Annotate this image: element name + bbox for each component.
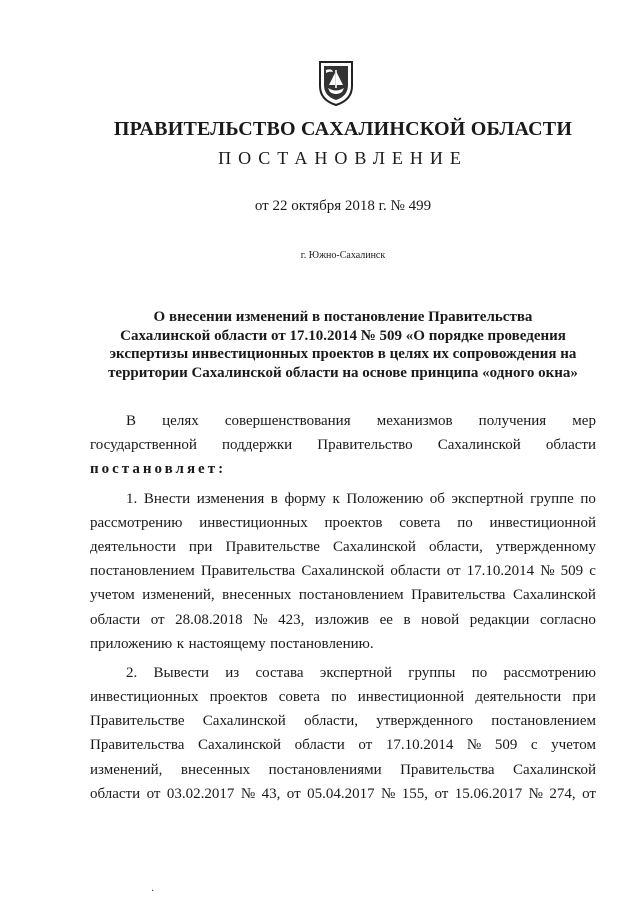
word: группе bbox=[530, 490, 574, 507]
word: экспертной bbox=[319, 664, 392, 681]
word: совершенствования bbox=[224, 413, 351, 429]
document-date-number: от 22 октября 2018 г. № 499 bbox=[254, 198, 432, 214]
government-title: ПРАВИТЕЛЬСТВО САХАЛИНСКОЙ ОБЛАСТИ bbox=[113, 118, 573, 140]
word: в bbox=[270, 490, 278, 507]
word: области bbox=[90, 611, 141, 628]
word: редакции bbox=[469, 611, 530, 628]
word: получения bbox=[478, 413, 547, 429]
word: постановлениями bbox=[268, 761, 382, 778]
word: 509 bbox=[560, 563, 584, 580]
word: 2. bbox=[126, 664, 138, 681]
word: № bbox=[540, 563, 555, 580]
word: внесенных bbox=[222, 587, 292, 604]
word: области bbox=[545, 437, 596, 454]
word: от bbox=[434, 785, 449, 802]
word: В bbox=[126, 413, 137, 429]
word: Правительства bbox=[411, 587, 506, 604]
word: Правительстве bbox=[225, 538, 320, 555]
document-city: г. Южно-Сахалинск bbox=[300, 250, 386, 261]
word: утвержденному bbox=[495, 538, 596, 555]
word: к bbox=[332, 490, 340, 507]
word: инвестиционной bbox=[357, 689, 465, 706]
word: от bbox=[146, 785, 161, 802]
text-line bbox=[90, 409, 596, 433]
word: по bbox=[471, 664, 488, 681]
word: области bbox=[390, 563, 441, 580]
word: Сахалинской bbox=[512, 761, 596, 778]
word: 509 bbox=[494, 737, 518, 754]
word: экспертной bbox=[451, 490, 524, 507]
word: от bbox=[446, 563, 461, 580]
word: утвержденного bbox=[376, 713, 473, 730]
word: к bbox=[176, 635, 185, 652]
word: постановлением bbox=[90, 563, 195, 580]
word: при bbox=[188, 538, 213, 555]
word: проектов bbox=[209, 689, 268, 706]
word: Правительство bbox=[317, 437, 413, 454]
word: постановлением bbox=[298, 587, 404, 604]
word: Сахалинской bbox=[202, 713, 286, 730]
word: изменений, bbox=[90, 761, 163, 778]
word: по bbox=[457, 514, 473, 531]
word: № bbox=[528, 785, 543, 802]
word: № bbox=[381, 785, 396, 802]
word: Правительства bbox=[200, 563, 296, 580]
text-line bbox=[90, 511, 596, 535]
word: по bbox=[580, 490, 596, 507]
word: Вывести bbox=[153, 664, 209, 681]
word: деятельности bbox=[475, 689, 562, 706]
word: области bbox=[294, 737, 345, 754]
word: 05.04.2017 bbox=[307, 785, 375, 802]
word: форму bbox=[284, 490, 326, 507]
word: совета bbox=[399, 514, 441, 531]
text-line bbox=[90, 661, 596, 685]
word: 28.08.2018 bbox=[175, 611, 243, 628]
word: совета bbox=[278, 689, 320, 706]
word: деятельности bbox=[90, 538, 176, 555]
word: внесенных bbox=[180, 761, 251, 778]
document-subject bbox=[100, 308, 586, 382]
word: рассмотрению bbox=[503, 664, 596, 681]
word: 274, bbox=[549, 785, 576, 802]
word: приложению bbox=[90, 635, 173, 652]
word: состава bbox=[255, 664, 304, 681]
text-line bbox=[90, 782, 596, 806]
subject-line: О внесении изменений в постановление Правительства bbox=[153, 309, 533, 325]
word: учетом bbox=[90, 587, 135, 604]
word: от bbox=[150, 611, 165, 628]
word: Сахалинской bbox=[301, 563, 385, 580]
word: инвестиционной bbox=[489, 514, 596, 531]
word: по bbox=[331, 689, 347, 706]
text-line bbox=[90, 709, 596, 733]
word: Сахалинской bbox=[512, 587, 596, 604]
page-mark: · bbox=[151, 886, 155, 897]
word: учетом bbox=[551, 737, 596, 754]
word: с bbox=[589, 563, 596, 580]
word: 15.06.2017 bbox=[454, 785, 523, 802]
word: изложив bbox=[314, 611, 370, 628]
word: поддержки bbox=[222, 437, 293, 454]
word: согласно bbox=[540, 611, 596, 628]
word: Правительства bbox=[90, 737, 185, 754]
word: в bbox=[403, 611, 411, 628]
word: от bbox=[286, 785, 301, 802]
word: группы bbox=[408, 664, 456, 681]
word: 423, bbox=[278, 611, 305, 628]
word: государственной bbox=[90, 437, 197, 454]
word: из bbox=[225, 664, 240, 681]
word: № bbox=[466, 737, 482, 754]
word: Внести bbox=[143, 490, 191, 507]
text-line bbox=[90, 632, 596, 656]
word: Положению bbox=[346, 490, 424, 507]
text-line bbox=[90, 685, 596, 709]
word: 17.10.2014 bbox=[466, 563, 535, 580]
text-line bbox=[90, 733, 596, 757]
word: ее bbox=[379, 611, 393, 628]
word: новой bbox=[421, 611, 460, 628]
word: постановлению. bbox=[270, 635, 374, 652]
subject-line: Сахалинской области от 17.10.2014 № 509 «О порядке проведения bbox=[120, 327, 566, 344]
word: изменений, bbox=[142, 587, 215, 604]
text-line bbox=[90, 559, 596, 583]
word: при bbox=[572, 689, 596, 706]
word: области, bbox=[304, 713, 358, 730]
word: с bbox=[530, 737, 538, 754]
text-line bbox=[90, 487, 596, 511]
word: рассмотрению bbox=[90, 514, 183, 531]
text-line bbox=[90, 433, 596, 457]
word: области, bbox=[428, 538, 483, 555]
word: настоящему bbox=[188, 635, 266, 652]
sakhalin-coat-of-arms-icon bbox=[318, 60, 354, 106]
word: № bbox=[240, 785, 256, 802]
word: Правительства bbox=[400, 761, 495, 778]
text-line bbox=[90, 535, 596, 559]
word: постановлением bbox=[491, 713, 596, 730]
word: 1. bbox=[126, 490, 138, 507]
word: инвестиционных bbox=[90, 689, 199, 706]
word: 155, bbox=[401, 785, 428, 802]
word: об bbox=[429, 490, 445, 507]
subject-line: экспертизы инвестиционных проектов в целях их сопровождения на bbox=[109, 346, 577, 362]
word: проектов bbox=[324, 514, 383, 531]
word: от bbox=[582, 785, 596, 802]
word: 03.02.2017 bbox=[166, 785, 235, 802]
word: области bbox=[90, 785, 141, 802]
word: от bbox=[358, 737, 373, 754]
subject-line: территории Сахалинской области на основе принципа «одного окна» bbox=[108, 364, 578, 381]
word: целях bbox=[162, 413, 199, 429]
word: № bbox=[253, 611, 268, 628]
text-line bbox=[90, 583, 596, 607]
text-line bbox=[90, 758, 596, 782]
word: 43, bbox=[261, 785, 281, 802]
decree-word-line bbox=[90, 457, 596, 481]
word: мер bbox=[572, 413, 596, 429]
word: Правительстве bbox=[90, 713, 185, 730]
word: инвестиционных bbox=[199, 514, 308, 531]
word: изменения bbox=[196, 490, 265, 507]
word: 17.10.2014 bbox=[385, 737, 454, 754]
word: Сахалинской bbox=[437, 437, 521, 454]
word: Сахалинской bbox=[332, 538, 416, 555]
document-body bbox=[90, 409, 596, 806]
text-line bbox=[90, 608, 596, 632]
word: механизмов bbox=[376, 413, 453, 429]
document-type: ПОСТАНОВЛЕНИЕ bbox=[218, 148, 468, 168]
decree-word: постановляет: bbox=[90, 461, 227, 478]
word: Сахалинской bbox=[198, 737, 282, 754]
